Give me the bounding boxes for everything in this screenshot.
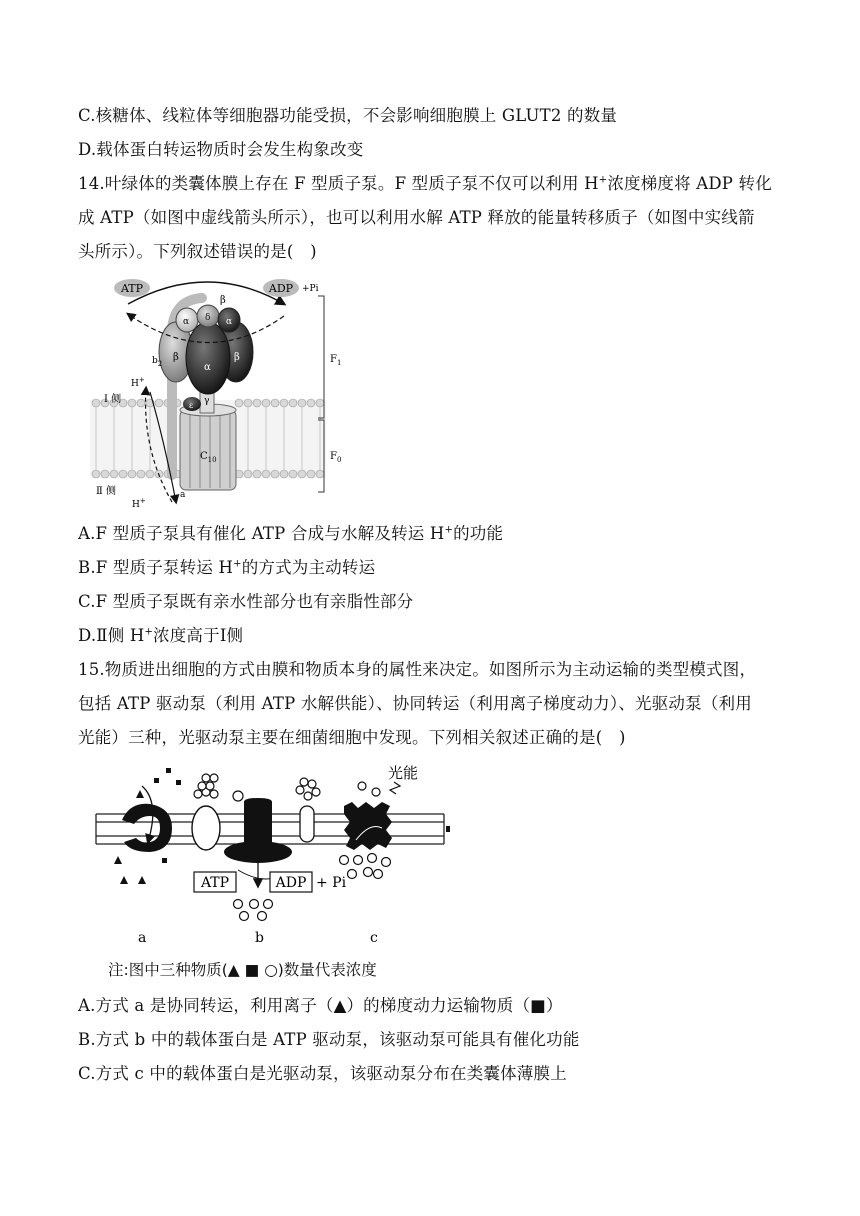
beta-left-label: β [173, 352, 179, 363]
hplus-bottom-label [132, 497, 146, 510]
pi-label: +Pi [302, 284, 319, 294]
label-b: b [255, 930, 264, 946]
b-subscript: 2 [157, 360, 163, 368]
text: B.F 型质子泵转运 H [78, 558, 234, 577]
carrier-rod [300, 806, 314, 842]
light-zigzag [390, 782, 400, 794]
b-letter: b [152, 356, 158, 366]
f-subscript: 1 [336, 359, 342, 367]
circles-below-b [234, 900, 273, 921]
atp-hydrolysis-curve [238, 870, 274, 879]
circles-below-c [340, 854, 391, 879]
f1-label [330, 354, 341, 367]
text: 浓度梯度将 ADP 转化 [607, 174, 772, 193]
superscript: + [144, 626, 154, 638]
square-inside [162, 858, 167, 863]
alpha-center-label: α [204, 362, 211, 373]
option-b-q15: B.方式 b 中的载体蛋白是 ATP 驱动泵，该驱动泵可能具有催化功能 [78, 1030, 580, 1049]
light-energy-label: 光能 [388, 764, 419, 782]
atp-label: ATP [200, 875, 230, 891]
side-two-label: Ⅱ 侧 [96, 486, 116, 497]
atp-pump-b [244, 798, 272, 848]
question-14-line3: 头所示）。下列叙述错误的是( ) [78, 242, 317, 261]
epsilon-label: ε [189, 401, 194, 410]
option-c-q14: C.F 型质子泵既有亲水性部分也有亲脂性部分 [78, 592, 414, 611]
a-subunit-label: a [180, 490, 186, 500]
alpha-left-label: α [183, 317, 190, 327]
h-letter: H [132, 500, 140, 510]
c10-ring [180, 410, 236, 490]
delta-label: δ [205, 313, 211, 323]
pi-label: + Pi [316, 875, 347, 891]
beta-top-label: β [220, 295, 226, 306]
h-superscript: + [138, 376, 145, 384]
circles-rod-top [296, 778, 320, 800]
f-letter: F [330, 451, 337, 462]
active-transport-figure [90, 762, 460, 950]
text: A.F 型质子泵具有催化 ATP 合成与水解及转运 H [78, 524, 445, 543]
option-d-q14 [78, 625, 243, 647]
adp-label: ADP [275, 875, 307, 891]
beta-right-label: β [234, 352, 240, 363]
triangle-outside [136, 790, 144, 798]
option-a-q14 [78, 523, 503, 545]
superscript: + [233, 558, 242, 570]
symporter-a [122, 804, 172, 852]
alpha-center [186, 322, 230, 394]
side-one-label: Ⅰ 侧 [104, 394, 122, 405]
question-15-line2: 包括 ATP 驱动泵（利用 ATP 水解供能）、协同转运（利用离子梯度动力）、光驱动泵（利用 [78, 694, 752, 713]
c-subscript: 10 [207, 456, 217, 464]
atp-label: ATP [120, 282, 144, 295]
adp-label: ADP [268, 282, 294, 295]
f-type-proton-pump-figure [84, 270, 364, 515]
f-subscript: 0 [336, 456, 342, 464]
superscript: + [598, 174, 608, 186]
text: 14.叶绿体的类囊体膜上存在 F 型质子泵。F 型质子泵不仅可以利用 H [78, 174, 599, 193]
text: 的功能 [453, 524, 504, 543]
option-c-q15: C.方式 c 中的载体蛋白是光驱动泵，该驱动泵分布在类囊体薄膜上 [78, 1064, 567, 1083]
label-c: c [370, 930, 378, 946]
triangles-inside [114, 856, 146, 884]
question-14-line1 [78, 173, 772, 195]
gamma-label: γ [204, 396, 210, 406]
carrier-oval [192, 806, 220, 850]
question-15-line3: 光能）三种，光驱动泵主要在细菌细胞中发现。下列相关叙述正确的是( ) [78, 728, 626, 747]
squares-outside [154, 768, 181, 785]
question-14-line2: 成 ATP（如图中虚线箭头所示），也可以利用水解 ATP 释放的能量转移质子（如图中实线箭 [78, 208, 755, 227]
option-b-q14 [78, 557, 375, 579]
superscript: + [444, 524, 454, 536]
light-pump-c [344, 802, 392, 850]
text: 浓度高于Ⅰ侧 [153, 626, 244, 645]
text: 的方式为主动转运 [241, 558, 376, 577]
option-a-q15: A.方式 a 是协同转运，利用离子（▲）的梯度动力运输物质（■） [78, 996, 563, 1015]
circles-oval-top [194, 774, 218, 798]
h-superscript: + [139, 497, 146, 505]
hplus-top-label [131, 376, 145, 389]
figure-note: 注:图中三种物质(▲ ■ ○)数量代表浓度 [108, 961, 377, 979]
option-c-q13: C.核糖体、线粒体等细胞器功能受损，不会影响细胞膜上 GLUT2 的数量 [78, 106, 618, 125]
h-letter: H [131, 379, 139, 389]
circle-single [233, 791, 243, 801]
c-letter: C [200, 451, 208, 462]
atp-pump-base [224, 841, 292, 863]
question-15-line1: 15.物质进出细胞的方式由膜和物质本身的属性来决定。如图所示为主动运输的类型模式图， [78, 660, 757, 679]
f0-label [330, 451, 341, 464]
text: D.Ⅱ侧 H [78, 626, 145, 645]
alpha-right-label: α [226, 317, 233, 327]
label-a: a [138, 930, 147, 946]
circles-c-top [358, 782, 380, 796]
f-letter: F [330, 354, 337, 365]
option-d-q13: D.载体蛋白转运物质时会发生构象改变 [78, 140, 364, 159]
